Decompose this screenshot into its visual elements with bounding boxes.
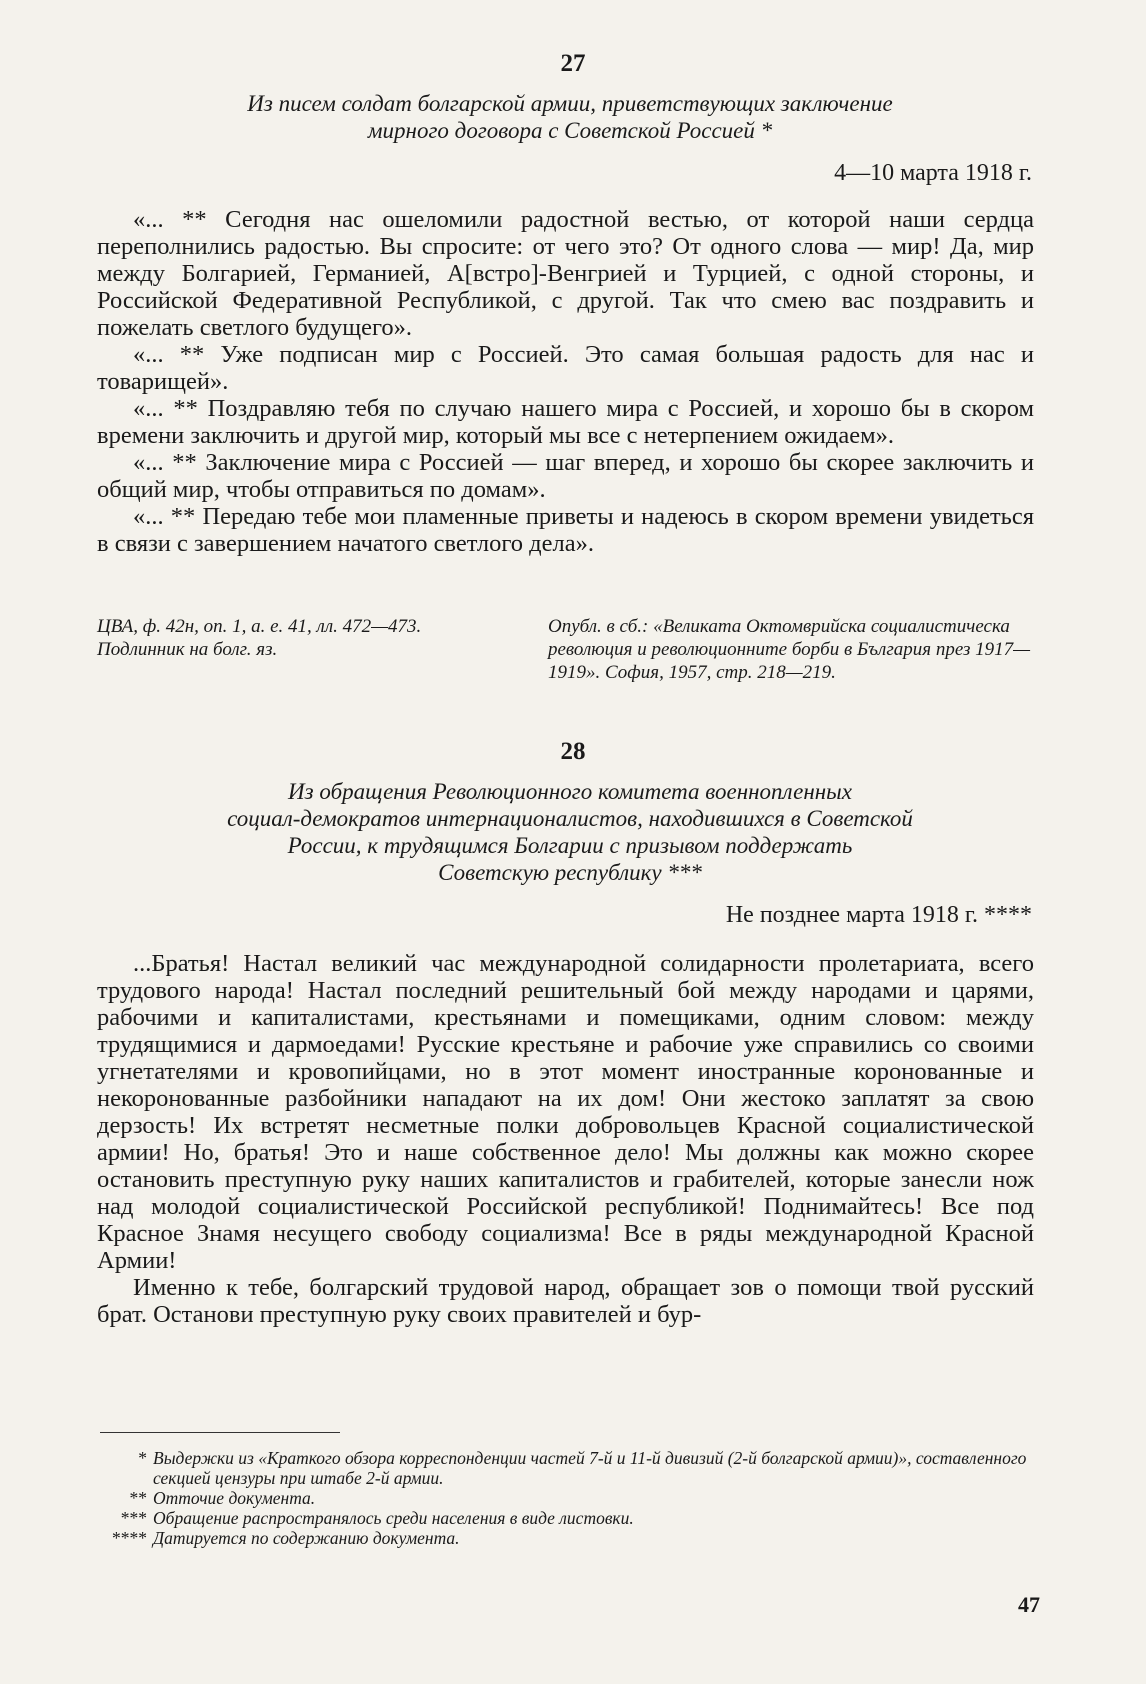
doc27-original-note: Подлинник на болг. яз. [97, 639, 278, 660]
page-number: 47 [1018, 1592, 1040, 1617]
footnote-text: Отточие документа. [153, 1488, 316, 1508]
doc27-paragraph: «... ** Сегодня нас ошеломили радостной вестью, от которой наши сердца переполнились радостью. Вы спросите: от чего это? От одного слова — мир! Да, мир между Болгарией, Германией, А[встро]-Венгрией и Турцией, с одной стороны, и Российской Федеративной Республикой, с другой. Так что смею вас поздравить и пожелать светлого будущего». [97, 206, 1034, 341]
doc27-paragraph: «... ** Поздравляю тебя по случаю нашего мира с Россией, и хорошо бы в скором времени заключить и другой мир, который мы все с нетерпением ожидаем». [97, 395, 1034, 449]
doc27-archive-ref: ЦВА, ф. 42н, оп. 1, а. е. 41, лл. 472—473. [97, 616, 422, 637]
doc27-title [100, 90, 1040, 144]
footnote-item [97, 1508, 1037, 1528]
doc27-body [97, 206, 1034, 557]
doc27-number: 27 [560, 50, 586, 77]
doc27-paragraph: «... ** Заключение мира с Россией — шаг вперед, и хорошо бы скорее заключить и общий мир, чтобы отправиться по домам». [97, 449, 1034, 503]
footnote-mark: * [138, 1448, 147, 1468]
footnote-text: Обращение распространялось среди населения в виде листовки. [153, 1508, 634, 1528]
doc27-paragraph: «... ** Уже подписан мир с Россией. Это самая большая радость для нас и товарищей». [97, 341, 1034, 395]
footnotes [97, 1448, 1037, 1548]
doc28-title-line2: социал-демократов интернационалистов, находившихся в Советской [227, 806, 913, 831]
footnote-mark: ** [129, 1488, 147, 1508]
footnote-item [97, 1448, 1037, 1488]
doc27-publication-source: Опубл. в сб.: «Великата Октомврийска социалистическа революция и революционните борби в България през 1917—1919». София, 1957, стр. 218—219. [548, 616, 1031, 683]
doc27-archive-source [97, 615, 527, 661]
doc27-date: 4—10 марта 1918 г. [834, 160, 1032, 186]
doc28-paragraph: Именно к тебе, болгарский трудовой народ, обращает зов о помощи твой русский брат. Останови преступную руку своих правителей и бур- [97, 1274, 1034, 1328]
footnote-mark: **** [112, 1528, 147, 1548]
doc28-paragraph: ...Братья! Настал великий час международной солидарности пролетариата, всего трудового народа! Настал последний решительный бой между народами и царями, рабочими и капиталистами, крестьянами и помещиками, одним словом: между трудящимися и дармоедами! Русские крестьяне и рабочие уже справились со своими угнетателями и кровопийцами, но в этот момент иностранные коронованные и некоронованные разбойники нападают на их дом! Они жестоко заплатят за свою дерзость! Их встретят несметные полки добровольцев Красной социалистической армии! Но, братья! Это и наше собственное дело! Мы должны как можно скорее остановить преступную руку наших капиталистов и грабителей, которые занесли нож над молодой социалистической Российской республикой! Поднимайтесь! Все под Красное Знамя несущего свободу социализма! Все в ряды международной Красной Армии! [97, 950, 1034, 1274]
doc28-title [100, 778, 1040, 886]
footnote-mark: *** [120, 1508, 147, 1528]
doc27-paragraph: «... ** Передаю тебе мои пламенные приветы и надеюсь в скором времени увидеться в связи с завершением начатого светлого дела». [97, 503, 1034, 557]
footnote-text: Датируется по содержанию документа. [153, 1528, 460, 1548]
footnote-item [97, 1528, 1037, 1548]
doc28-number: 28 [560, 738, 586, 765]
doc27-title-line1: Из писем солдат болгарской армии, приветствующих заключение [247, 91, 893, 116]
doc27-title-line2: мирного договора с Советской Россией * [367, 118, 773, 143]
doc28-title-line1: Из обращения Революционного комитета военнопленных [288, 779, 852, 804]
doc28-date: Не позднее марта 1918 г. **** [725, 902, 1032, 928]
doc28-title-line4: Советскую республику *** [438, 860, 702, 885]
footnote-divider [100, 1432, 340, 1433]
doc28-body [97, 950, 1034, 1328]
footnote-text: Выдержки из «Краткого обзора корреспонденции частей 7-й и 11-й дивизий (2-й болгарской армии)», составленного секцией цензуры при штабе 2-й армии. [153, 1448, 1027, 1488]
footnote-item [97, 1488, 1037, 1508]
doc28-title-line3: России, к трудящимся Болгарии с призывом поддержать [287, 833, 853, 858]
